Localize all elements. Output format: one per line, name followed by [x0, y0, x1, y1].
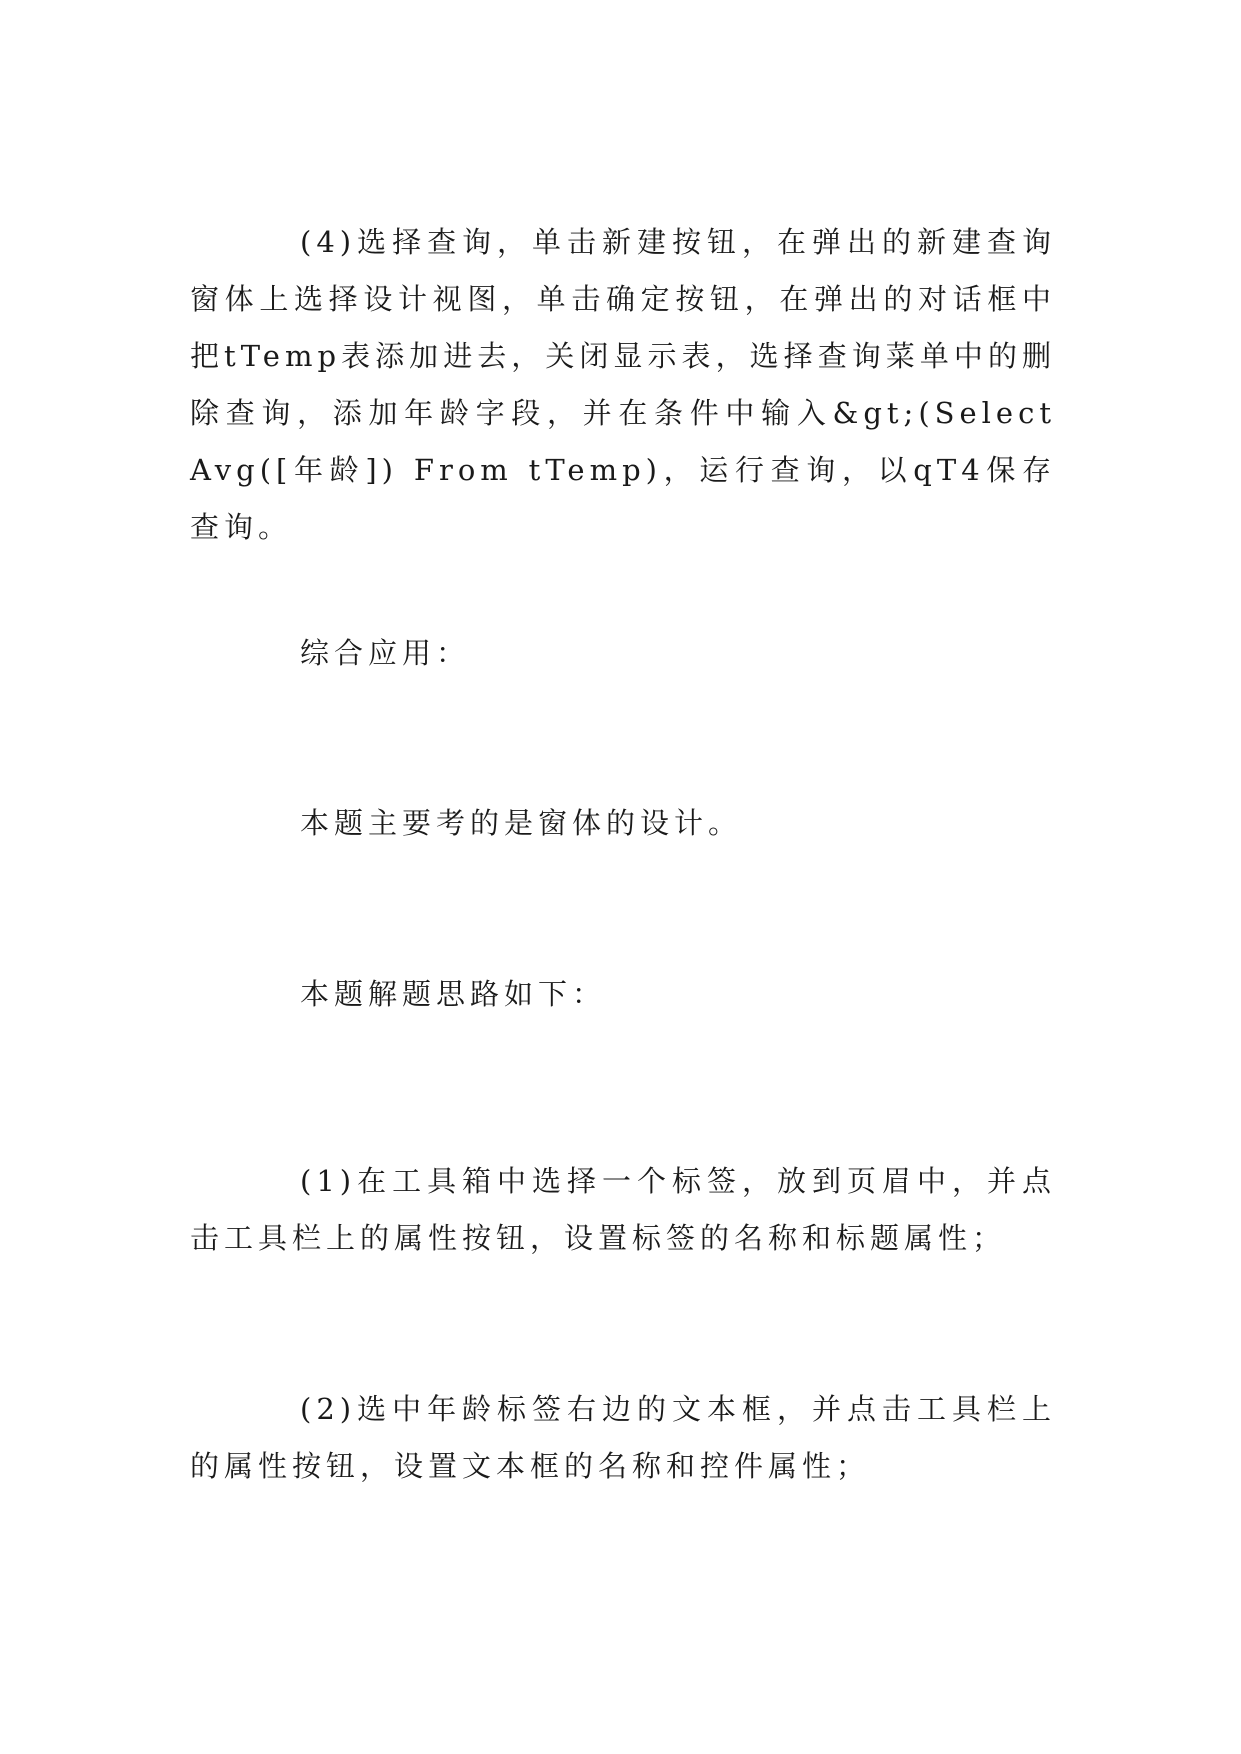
- paragraph-step-1-label: (1)在工具箱中选择一个标签，放到页眉中，并点击工具栏上的属性按钮，设置标签的名称和标题属性；: [190, 1164, 1056, 1255]
- paragraph-step-2-textbox: (2)选中年龄标签右边的文本框，并点击工具栏上的属性按钮，设置文本框的名称和控件属性；: [190, 1392, 1056, 1483]
- paragraph-section-heading: 综合应用：: [300, 636, 471, 670]
- paragraph-step-4-query: (4)选择查询，单击新建按钮，在弹出的新建查询窗体上选择设计视图，单击确定按钮，在弹出的对话框中把tTemp表添加进去，关闭显示表，选择查询菜单中的删除查询，添加年龄字段，并在条件中输入&gt;(Select Avg([年龄]) From tTemp)，运行查询，以qT4保存查询。: [190, 225, 1056, 544]
- paragraph-approach-intro: 本题解题思路如下：: [300, 977, 607, 1011]
- paragraph-topic: 本题主要考的是窗体的设计。: [300, 806, 743, 840]
